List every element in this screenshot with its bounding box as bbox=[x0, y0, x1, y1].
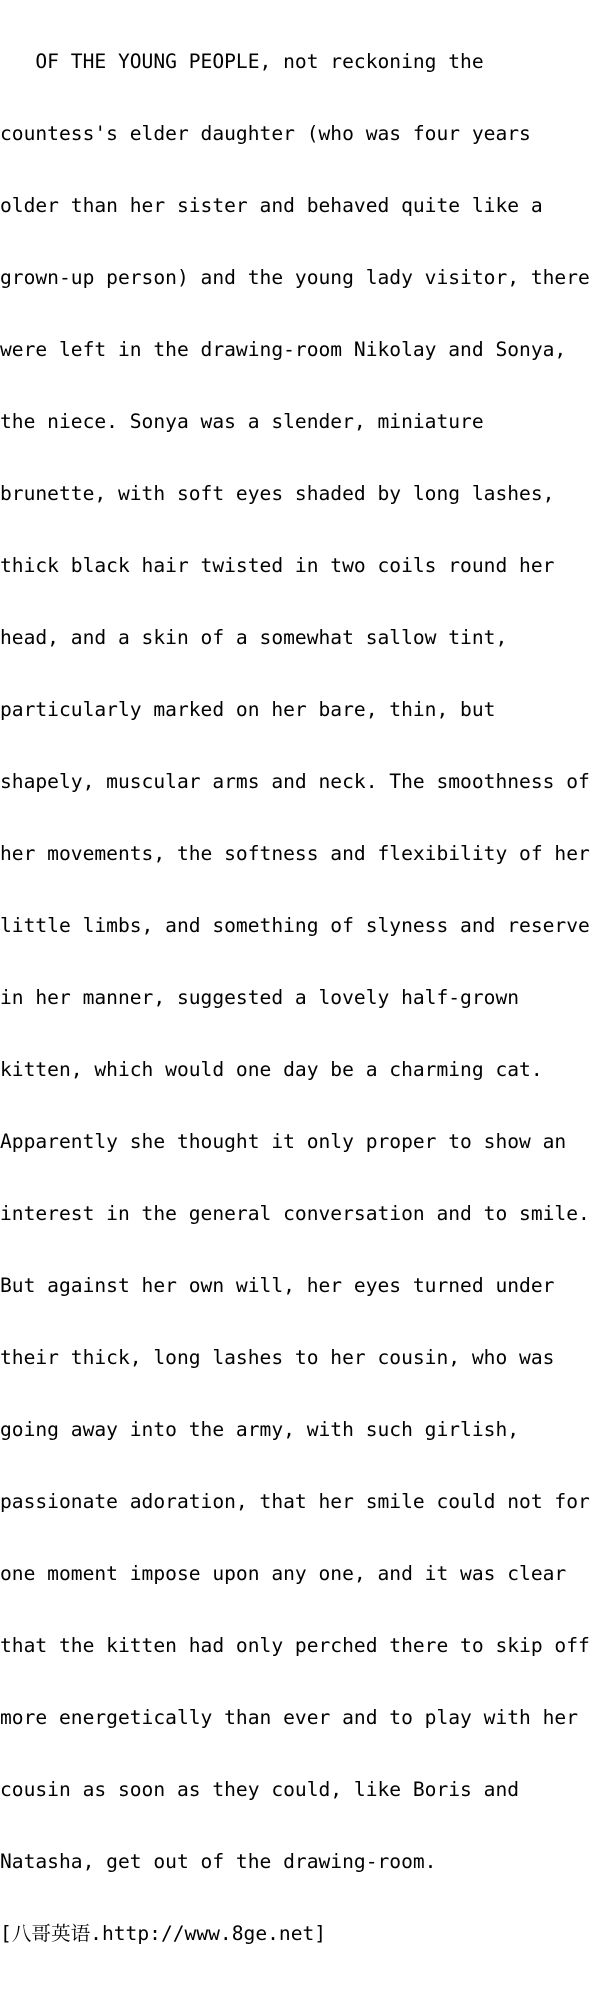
text-line-11: shapely, muscular arms and neck. The smoothness of bbox=[0, 770, 590, 793]
text-line-4: grown-up person) and the young lady visitor, there bbox=[0, 266, 590, 289]
text-line-13: little limbs, and something of slyness and reserve bbox=[0, 914, 590, 937]
text-line-21: passionate adoration, that her smile could not for bbox=[0, 1490, 590, 1513]
text-line-15: kitten, which would one day be a charming cat. bbox=[0, 1058, 543, 1081]
text-line-5: were left in the drawing-room Nikolay and Sonya, bbox=[0, 338, 567, 361]
text-line-2: countess's elder daughter (who was four years bbox=[0, 122, 531, 145]
text-line-14: in her manner, suggested a lovely half-grown bbox=[0, 986, 520, 1009]
text-line-25: cousin as soon as they could, like Boris and bbox=[0, 1778, 520, 1801]
text-line-23: that the kitten had only perched there to skip off bbox=[0, 1634, 590, 1657]
text-line-1: OF THE YOUNG PEOPLE, not reckoning the bbox=[0, 50, 484, 73]
text-line-9: head, and a skin of a somewhat sallow tint, bbox=[0, 626, 508, 649]
source-link-text: [八哥英语.http://www.8ge.net] bbox=[0, 1922, 327, 1945]
text-line-20: going away into the army, with such girlish, bbox=[0, 1418, 520, 1441]
text-line-7: brunette, with soft eyes shaded by long lashes, bbox=[0, 482, 555, 505]
text-line-6: the niece. Sonya was a slender, miniature bbox=[0, 410, 484, 433]
text-line-17: interest in the general conversation and to smile. bbox=[0, 1202, 590, 1225]
text-line-26: Natasha, get out of the drawing-room. bbox=[0, 1850, 437, 1873]
text-line-18: But against her own will, her eyes turned under bbox=[0, 1274, 555, 1297]
text-line-22: one moment impose upon any one, and it was clear bbox=[0, 1562, 567, 1585]
text-line-10: particularly marked on her bare, thin, but bbox=[0, 698, 496, 721]
text-line-24: more energetically than ever and to play with her bbox=[0, 1706, 579, 1729]
body-text bbox=[0, 2, 600, 1994]
text-line-19: their thick, long lashes to her cousin, who was bbox=[0, 1346, 555, 1369]
text-line-16: Apparently she thought it only proper to show an bbox=[0, 1130, 567, 1153]
text-line-8: thick black hair twisted in two coils round her bbox=[0, 554, 555, 577]
text-line-12: her movements, the softness and flexibility of her bbox=[0, 842, 590, 865]
text-line-3: older than her sister and behaved quite like a bbox=[0, 194, 543, 217]
